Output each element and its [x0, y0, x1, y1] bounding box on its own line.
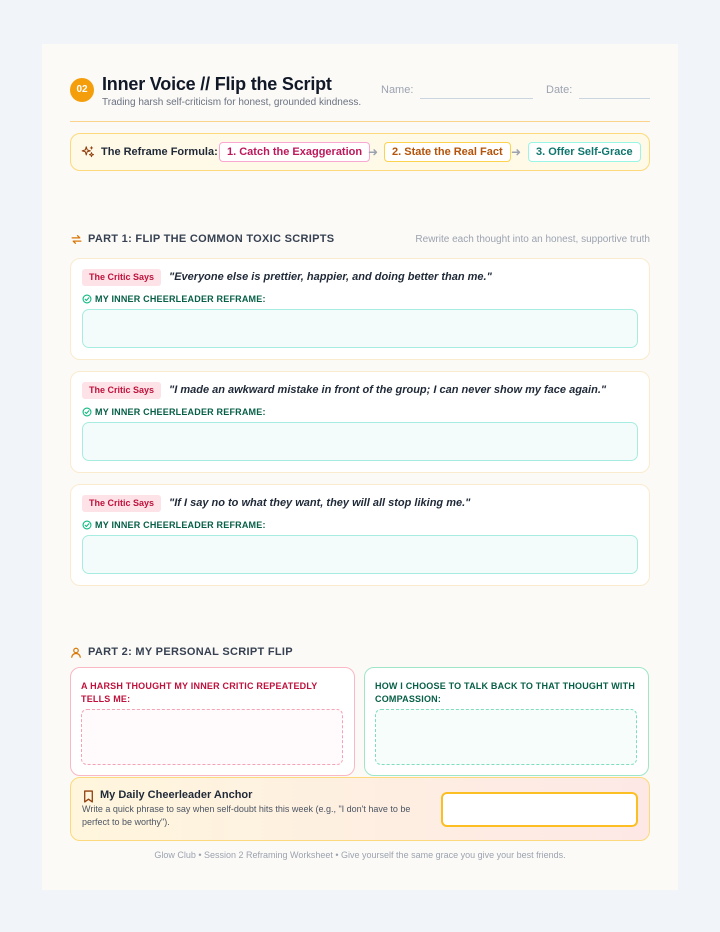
session-number-badge: 02: [70, 78, 94, 102]
page-title: Inner Voice // Flip the Script: [102, 74, 332, 94]
critic-tag: The Critic Says: [82, 382, 161, 399]
reframe-formula: [70, 133, 650, 171]
arrow-right-icon: ➜: [368, 145, 379, 159]
harsh-thought-card: [70, 667, 355, 776]
user-icon: [70, 646, 82, 659]
check-circle-icon: [82, 294, 92, 304]
harsh-thought-input[interactable]: [81, 709, 343, 765]
critic-quote: "I made an awkward mistake in front of the group; I can never show my face again.": [169, 384, 607, 396]
toxic-script-card: [70, 484, 650, 586]
reframe-label-text: MY INNER CHEERLEADER REFRAME:: [95, 294, 266, 304]
date-label: Date:: [546, 84, 573, 96]
arrow-right-icon: ➜: [511, 145, 522, 159]
toxic-script-card: [70, 371, 650, 473]
reframe-input[interactable]: [82, 535, 638, 574]
critic-tag: The Critic Says: [82, 269, 161, 286]
critic-quote: "If I say no to what they want, they will all stop liking me.": [169, 497, 471, 509]
cheerleader-anchor: [70, 777, 650, 841]
compassion-label: HOW I CHOOSE TO TALK BACK TO THAT THOUGHT WITH COMPASSION:: [375, 681, 636, 704]
reframe-label: [82, 520, 266, 530]
worksheet-page: [42, 44, 678, 890]
reframe-label-text: MY INNER CHEERLEADER REFRAME:: [95, 407, 266, 417]
formula-label: The Reframe Formula:: [101, 146, 218, 158]
critic-quote: "Everyone else is prettier, happier, and doing better than me.": [169, 271, 492, 283]
date-field[interactable]: [579, 98, 650, 99]
part1-hint: Rewrite each thought into an honest, supportive truth: [415, 234, 650, 245]
formula-step-2: 2. State the Real Fact: [384, 142, 511, 162]
part2-title: PART 2: MY PERSONAL SCRIPT FLIP: [88, 646, 293, 658]
harsh-thought-label: A HARSH THOUGHT MY INNER CRITIC REPEATEDLY TELLS ME:: [81, 681, 318, 704]
page-footer: Glow Club • Session 2 Reframing Worksheet • Give yourself the same grace you give your best friends.: [154, 850, 566, 860]
header-divider: [70, 121, 650, 122]
check-circle-icon: [82, 407, 92, 417]
reframe-input[interactable]: [82, 422, 638, 461]
sparkles-icon: [81, 145, 95, 159]
compassion-input[interactable]: [375, 709, 637, 765]
reframe-input[interactable]: [82, 309, 638, 348]
toxic-script-card: [70, 258, 650, 360]
compassion-card: [364, 667, 649, 776]
anchor-description: Write a quick phrase to say when self-doubt hits this week (e.g., "I don't have to be perfect to be worthy").: [82, 804, 411, 827]
name-label: Name:: [381, 84, 414, 96]
formula-step-3: 3. Offer Self-Grace: [528, 142, 641, 162]
reframe-label: [82, 407, 266, 417]
name-field[interactable]: [420, 98, 533, 99]
reframe-label: [82, 294, 266, 304]
worksheet-header: [70, 74, 650, 114]
page-subtitle: Trading harsh self-criticism for honest, grounded kindness.: [102, 97, 362, 108]
bookmark-icon: [83, 790, 94, 803]
swap-arrows-icon: [70, 233, 83, 246]
part1-title: PART 1: FLIP THE COMMON TOXIC SCRIPTS: [88, 233, 335, 245]
reframe-label-text: MY INNER CHEERLEADER REFRAME:: [95, 520, 266, 530]
anchor-phrase-input[interactable]: [441, 792, 638, 827]
check-circle-icon: [82, 520, 92, 530]
formula-step-1: 1. Catch the Exaggeration: [219, 142, 370, 162]
anchor-title: My Daily Cheerleader Anchor: [100, 789, 253, 801]
critic-tag: The Critic Says: [82, 495, 161, 512]
